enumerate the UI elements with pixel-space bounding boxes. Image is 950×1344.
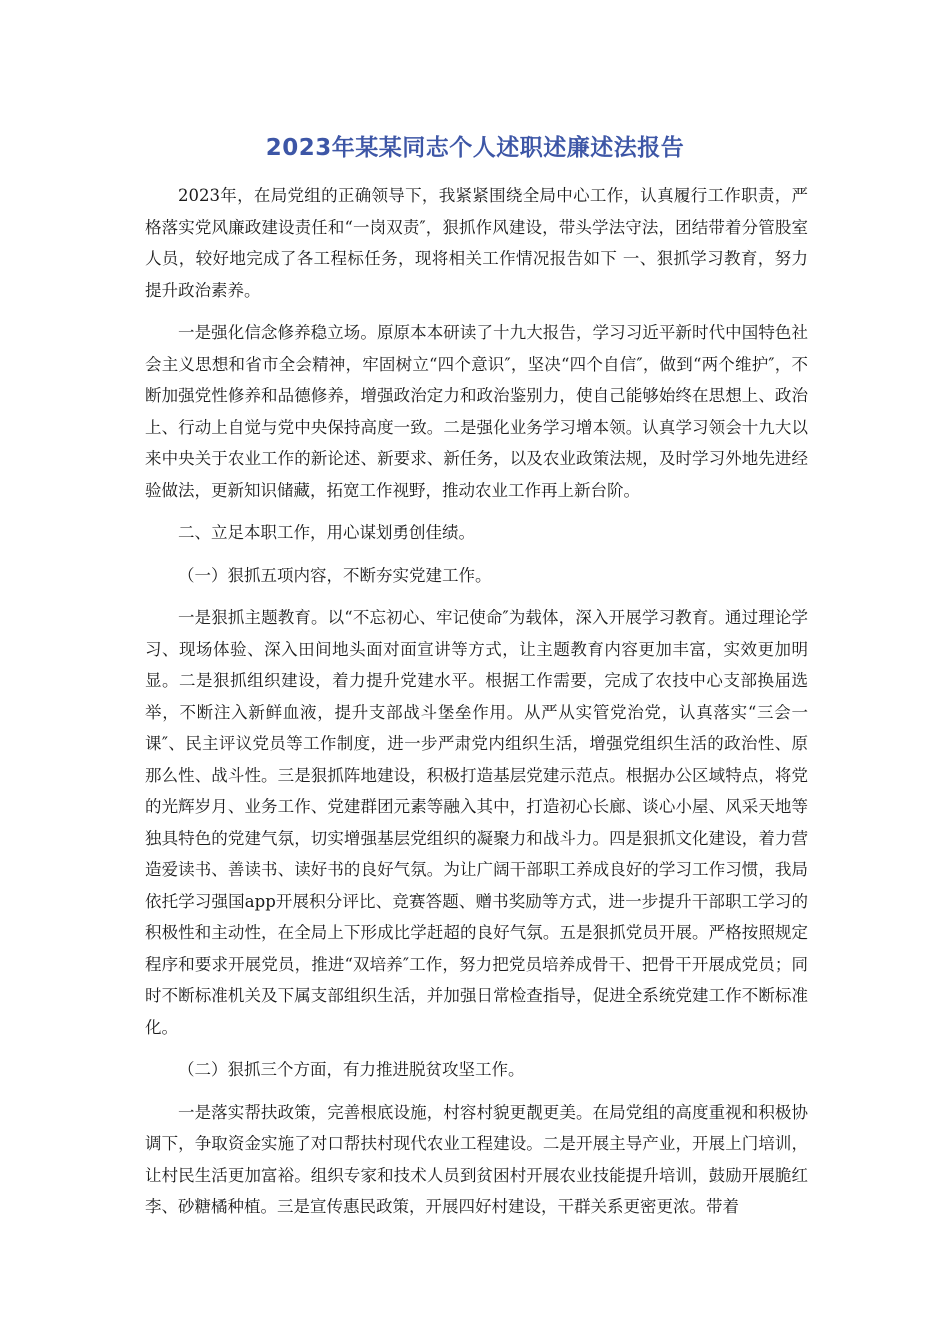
paragraph-study-education: 一是强化信念修养稳立场。原原本本研读了十九大报告，学习习近平新时代中国特色社会主义思想和省市全会精神，牢固树立“四个意识″，坚决“四个自信″，做到“两个维护″，不断加强党性修养和品德修养，增强政治定力和政治鉴别力，使自己能够始终在思想上、政治上、行动上自觉与党中央保持高度一致。二是强化业务学习增本领。认真学习领会十九大以来中央关于农业工作的新论述、新要求、新任务，以及农业政策法规，及时学习外地先进经验做法，更新知识储藏，拓宽工作视野，推动农业工作再上新台阶。 — [145, 323, 808, 500]
paragraph-intro: 2023年，在局党组的正确领导下，我紧紧围绕全局中心工作，认真履行工作职责，严格落实党风廉政建设责任和“一岗双责″，狠抓作风建设，带头学法守法，团结带着分管股室人员，较好地完成了各工程标任务，现将相关工作情况报告如下 一、狠抓学习教育，努力提升政治素养。 — [145, 186, 808, 300]
subsection-heading-2: （二）狠抓三个方面，有力推进脱贫攻坚工作。 — [178, 1060, 525, 1079]
subsection-heading-1: （一）狠抓五项内容，不断夯实党建工作。 — [178, 565, 492, 585]
paragraph-party-building: 一是狠抓主题教育。以“不忘初心、牢记使命″为载体，深入开展学习教育。通过理论学习、现场体验、深入田间地头面对面宣讲等方式，让主题教育内容更加丰富，实效更加明显。二是狠抓组织建设，着力提升党建水平。根据工作需要，完成了农技中心支部换届选举，不断注入新鲜血液，提升支部战斗堡垒作用。从严从实管党治党，认真落实“三会一课″、民主评议党员等工作制度，进一步严肃党内组织生活，增强党组织生活的政治性、原那么性、战斗性。三是狠抓阵地建设，积极打造基层党建示范点。根据办公区域特点，将党的光辉岁月、业务工作、党建群团元素等融入其中，打造初心长廊、谈心小屋、风采天地等独具特色的党建气氛，切实增强基层党组织的凝聚力和战斗力。四是狠抓文化建设，着力营造爱读书、善读书、读好书的良好气氛。为让广阔干部职工养成良好的学习工作习惯，我局依托学习强国app开展积分评比、竞赛答题、赠书奖励等方式，进一步提升干部职工学习的积极性和主动性，在全局上下形成比学赶超的良好气氛。五是狠抓党员开展。严格按照规定程序和要求开展党员，推进“双培养″工作，努力把党员培养成骨干、把骨干开展成党员；同时不断标准机关及下属支部组织生活，并加强日常检查指导，促进全系统党建工作不断标准化。 — [145, 608, 808, 1037]
document-title: 2023年某某同志个人述职述廉述法报告 — [265, 135, 685, 161]
document-body — [145, 180, 808, 1234]
section-heading-2: 二、立足本职工作，用心谋划勇创佳绩。 — [178, 523, 475, 542]
paragraph-poverty-alleviation: 一是落实帮扶政策，完善根底设施，村容村貌更靓更美。在局党组的高度重视和积极协调下，争取资金实施了对口帮扶村现代农业工程建设。二是开展主导产业，开展上门培训，让村民生活更加富裕。组织专家和技术人员到贫困村开展农业技能提升培训，鼓励开展脆红李、砂糖橘种植。三是宣传惠民政策，开展四好村建设，干群关系更密更浓。带着 — [145, 1102, 808, 1216]
